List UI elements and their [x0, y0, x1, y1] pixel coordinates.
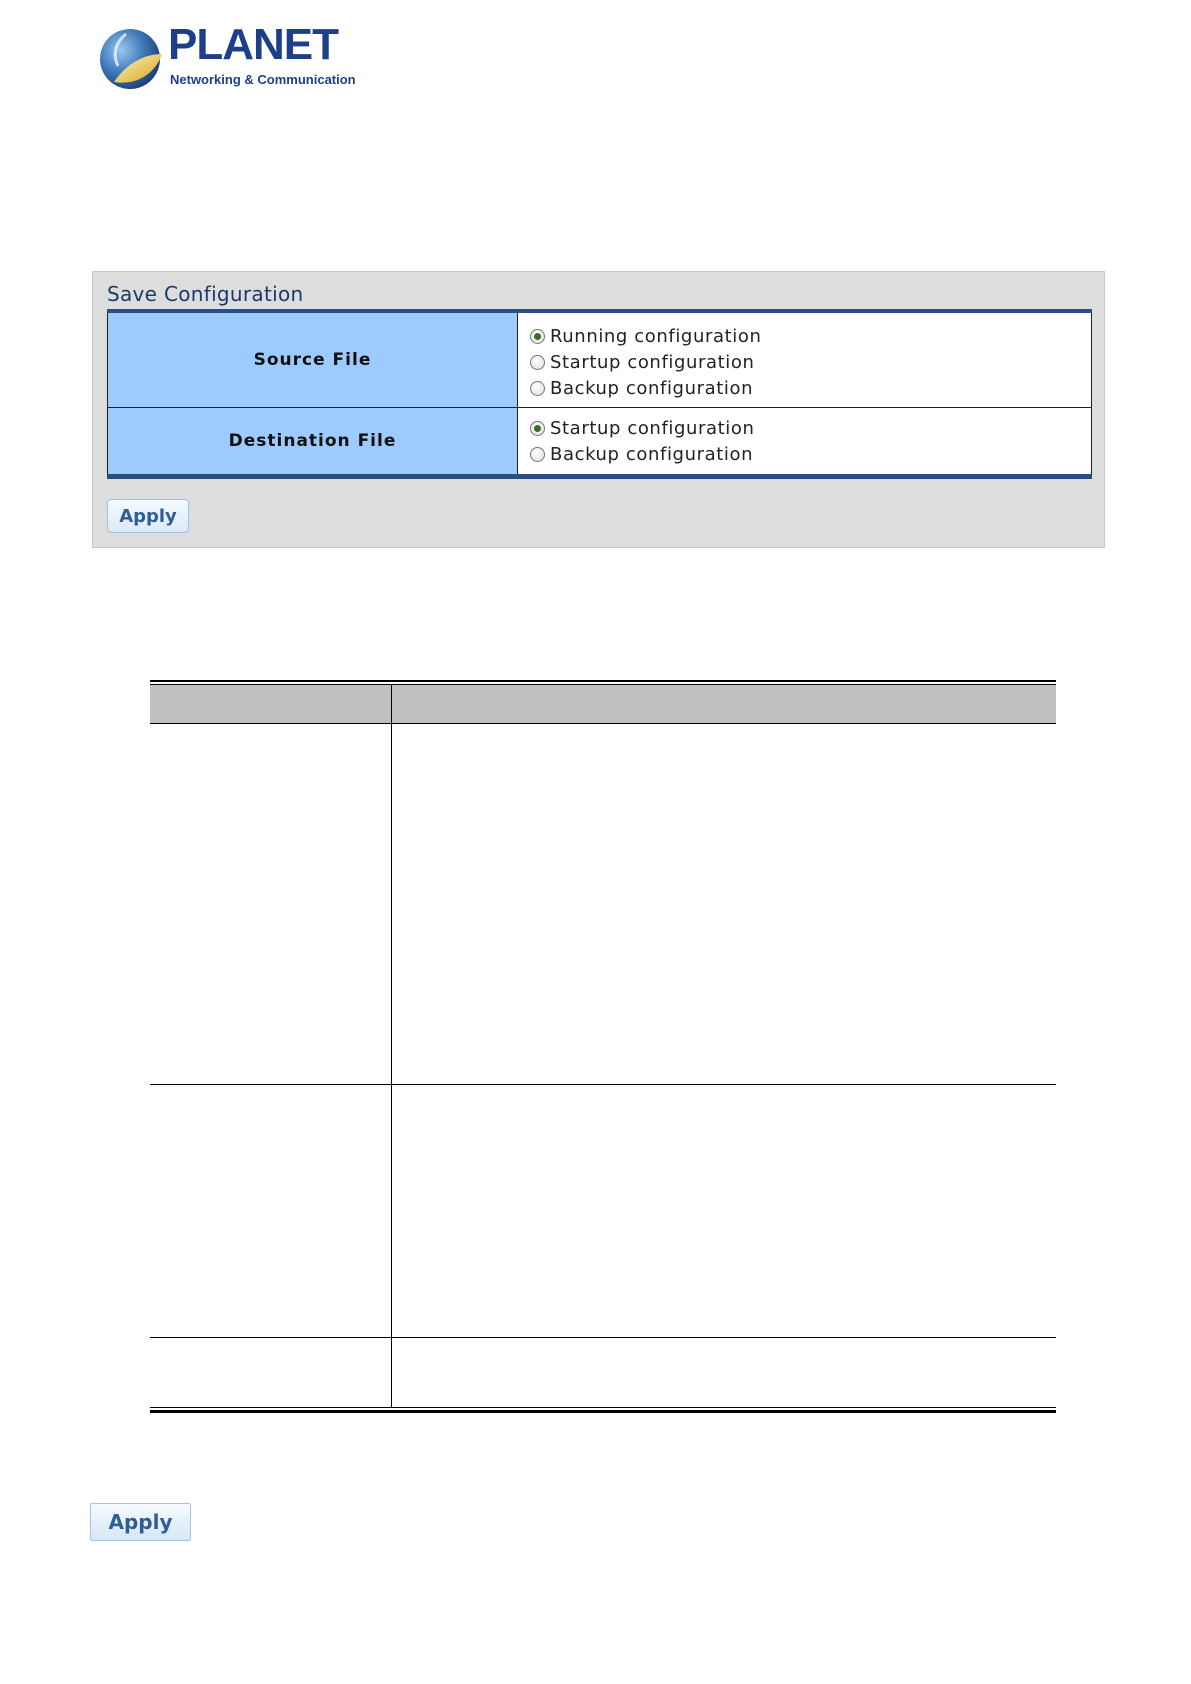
source-file-options	[518, 311, 1092, 408]
destination-option-startup[interactable]	[530, 415, 1091, 441]
table-rule	[150, 1407, 1056, 1408]
table-rule	[150, 1410, 1056, 1413]
destination-file-options	[518, 408, 1092, 477]
description-table	[150, 680, 1056, 1412]
table-rule	[150, 680, 1056, 682]
apply-button-large[interactable]: Apply	[90, 1503, 191, 1541]
option-label: Startup configuration	[550, 417, 755, 439]
apply-button[interactable]: Apply	[107, 499, 189, 533]
radio-unchecked-icon[interactable]	[530, 355, 545, 370]
planet-logo	[96, 20, 356, 94]
source-file-label: Source File	[108, 311, 518, 408]
radio-checked-icon[interactable]	[530, 329, 545, 344]
table-row-divider	[150, 1337, 1056, 1338]
table-header	[150, 685, 1056, 723]
logo-tagline: Networking & Communication	[170, 72, 356, 87]
option-label: Backup configuration	[550, 443, 754, 465]
source-option-backup[interactable]	[530, 375, 1091, 401]
option-label: Running configuration	[550, 325, 762, 347]
radio-unchecked-icon[interactable]	[530, 381, 545, 396]
source-option-running[interactable]	[530, 323, 1091, 349]
destination-file-label: Destination File	[108, 408, 518, 477]
option-label: Backup configuration	[550, 377, 754, 399]
table-rule	[150, 723, 1056, 724]
save-configuration-panel	[92, 271, 1105, 548]
panel-title: Save Configuration	[107, 282, 304, 306]
destination-file-row	[108, 408, 1092, 477]
config-table	[107, 309, 1092, 479]
radio-checked-icon[interactable]	[530, 421, 545, 436]
destination-option-backup[interactable]	[530, 441, 1091, 467]
logo-brand: PLANET	[168, 20, 338, 69]
table-row-divider	[150, 1084, 1056, 1085]
option-label: Startup configuration	[550, 351, 755, 373]
source-option-startup[interactable]	[530, 349, 1091, 375]
source-file-row	[108, 311, 1092, 408]
radio-unchecked-icon[interactable]	[530, 447, 545, 462]
column-divider	[391, 685, 392, 1408]
